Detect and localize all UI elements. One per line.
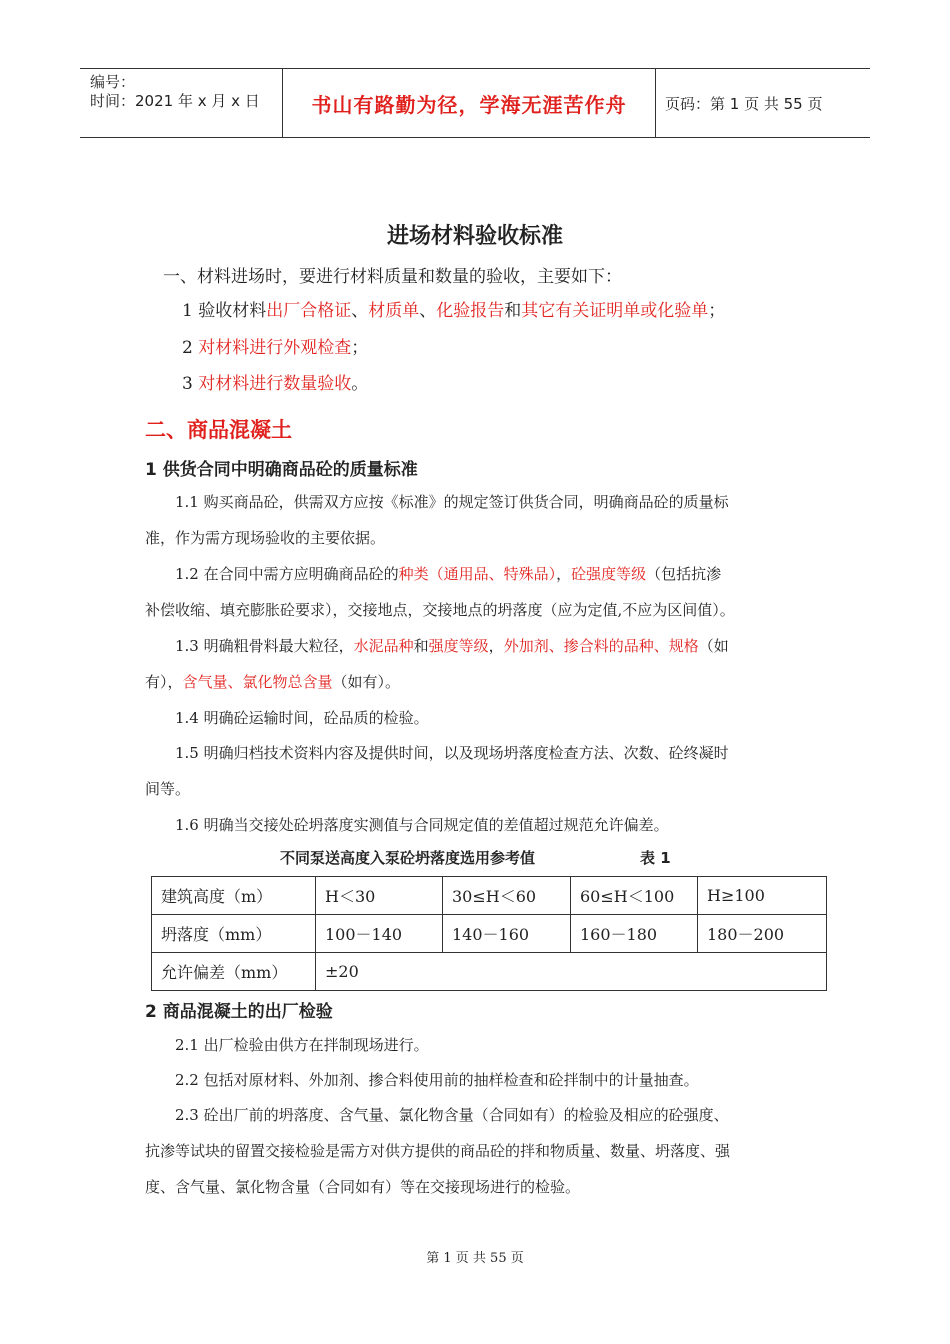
para-1-1a: 1.1 购买商品砼，供需双方应按《标准》的规定签订供货合同，明确商品砼的质量标 bbox=[175, 493, 729, 511]
document-title: 进场材料验收标准 bbox=[386, 224, 563, 249]
p12-red1: 种类（通用品、特殊品） bbox=[398, 565, 557, 583]
table-number: 表 1 bbox=[640, 849, 671, 867]
table-caption-text: 不同泵送高度入泵砼坍落度选用参考值 bbox=[280, 849, 536, 867]
p13-red1: 水泥品种 bbox=[353, 637, 414, 655]
item1-mid: 和 bbox=[504, 301, 522, 321]
table-cell: 允许偏差（mm） bbox=[152, 953, 316, 991]
item2-end: ； bbox=[351, 338, 369, 358]
para-1-5a: 1.5 明确归档技术资料内容及提供时间，以及现场坍落度检查方法、次数、砼终凝时 bbox=[175, 744, 729, 762]
p12-text3: （包括抗渗 bbox=[646, 565, 722, 583]
sub1-heading: 1 供货合同中明确商品砼的质量标准 bbox=[145, 460, 418, 480]
header-motto-cell bbox=[282, 69, 656, 137]
p13-text4: （如 bbox=[698, 637, 729, 655]
para-2-1: 2.1 出厂检验由供方在拌制现场进行。 bbox=[175, 1036, 429, 1054]
item1-prefix: 1 验收材料 bbox=[182, 301, 267, 321]
table-cell: 180－200 bbox=[698, 915, 827, 953]
table-cell: 建筑高度（m） bbox=[152, 877, 316, 915]
item1-red1: 出厂合格证 bbox=[266, 301, 352, 321]
item1-sep2: 、 bbox=[419, 301, 437, 321]
item1-red4: 其它有关证明单或化验单 bbox=[521, 301, 709, 321]
item3-red: 对材料进行数量验收 bbox=[198, 374, 352, 394]
para-1-4: 1.4 明确砼运输时间，砼品质的检验。 bbox=[175, 709, 429, 727]
page-footer: 第 1 页 共 55 页 bbox=[426, 1251, 524, 1266]
para-1-3b bbox=[145, 671, 400, 692]
table-cell: ±20 bbox=[316, 953, 827, 991]
p12-red2: 砼强度等级 bbox=[571, 565, 647, 583]
header-page-code: 页码：第 1 页 共 55 页 bbox=[665, 94, 823, 113]
item1-red3: 化验报告 bbox=[436, 301, 505, 321]
item1-red2: 材质单 bbox=[368, 301, 420, 321]
header-page-cell bbox=[655, 69, 870, 137]
para-2-2: 2.2 包括对原材料、外加剂、掺合料使用前的抽样检查和砼拌制中的计量抽查。 bbox=[175, 1071, 699, 1089]
section1-item3 bbox=[182, 369, 368, 394]
table-cell: 坍落度（mm） bbox=[152, 915, 316, 953]
table-row bbox=[152, 953, 827, 991]
para-1-3a bbox=[175, 635, 729, 656]
p13b-text1: 有）， bbox=[145, 673, 183, 691]
para-1-2a bbox=[175, 563, 721, 584]
table-row bbox=[152, 877, 827, 915]
header-motto: 书山有路勤为径，学海无涯苦作舟 bbox=[311, 92, 627, 117]
p13-text3: ， bbox=[488, 637, 504, 655]
p12-text2: ， bbox=[556, 565, 572, 583]
table-cell: H≥100 bbox=[698, 877, 827, 915]
p13-red3: 外加剂、掺合料的品种、规格 bbox=[503, 637, 699, 655]
para-1-5b: 间等。 bbox=[145, 780, 191, 798]
table-caption bbox=[280, 847, 671, 868]
table-cell: 140－160 bbox=[443, 915, 571, 953]
header-meta bbox=[80, 69, 282, 137]
para-1-1b: 准，作为需方现场验收的主要依据。 bbox=[145, 529, 386, 547]
item2-red: 对材料进行外观检查 bbox=[198, 338, 352, 358]
slump-table bbox=[151, 876, 827, 991]
item3-prefix: 3 bbox=[182, 374, 199, 394]
table-row bbox=[152, 915, 827, 953]
item2-prefix: 2 bbox=[182, 338, 199, 358]
p13-red2: 强度等级 bbox=[428, 637, 489, 655]
p13b-red: 含气量、氯化物总含量 bbox=[182, 673, 333, 691]
item3-end: 。 bbox=[351, 374, 369, 394]
section1-intro: 一、材料进场时，要进行材料质量和数量的验收，主要如下： bbox=[163, 267, 622, 287]
para-1-2b: 补偿收缩、填充膨胀砼要求），交接地点，交接地点的坍落度（应为定值,不应为区间值）。 bbox=[145, 601, 735, 619]
table-cell: 60≤H＜100 bbox=[571, 877, 698, 915]
para-2-3b: 抗渗等试块的留置交接检验是需方对供方提供的商品砼的拌和物质量、数量、坍落度、强 bbox=[145, 1142, 731, 1160]
item1-sep1: 、 bbox=[351, 301, 369, 321]
para-1-6: 1.6 明确当交接处砼坍落度实测值与合同规定值的差值超过规范允许偏差。 bbox=[175, 816, 669, 834]
p13b-text2: （如有）。 bbox=[332, 673, 401, 691]
para-2-3a: 2.3 砼出厂前的坍落度、含气量、氯化物含量（合同如有）的检验及相应的砼强度、 bbox=[175, 1106, 729, 1124]
section1-item2 bbox=[182, 333, 368, 358]
p13-text1: 1.3 明确粗骨料最大粒径， bbox=[175, 637, 354, 655]
table-cell: H＜30 bbox=[316, 877, 443, 915]
section1-item1 bbox=[182, 296, 725, 321]
p13-text2: 和 bbox=[413, 637, 429, 655]
sub2-heading: 2 商品混凝土的出厂检验 bbox=[145, 1002, 333, 1022]
table-cell: 100－140 bbox=[316, 915, 443, 953]
table-cell: 160－180 bbox=[571, 915, 698, 953]
item1-end: ； bbox=[708, 301, 726, 321]
table-cell: 30≤H＜60 bbox=[443, 877, 571, 915]
number-label: 编号： bbox=[90, 73, 136, 91]
section2-heading: 二、商品混凝土 bbox=[145, 418, 292, 442]
para-2-3c: 度、含气量、氯化物含量（合同如有）等在交接现场进行的检验。 bbox=[145, 1178, 581, 1196]
p12-text1: 1.2 在合同中需方应明确商品砼的 bbox=[175, 565, 399, 583]
date-line: 时间：2021 年 x 月 x 日 bbox=[90, 92, 260, 110]
page-header bbox=[80, 68, 870, 138]
